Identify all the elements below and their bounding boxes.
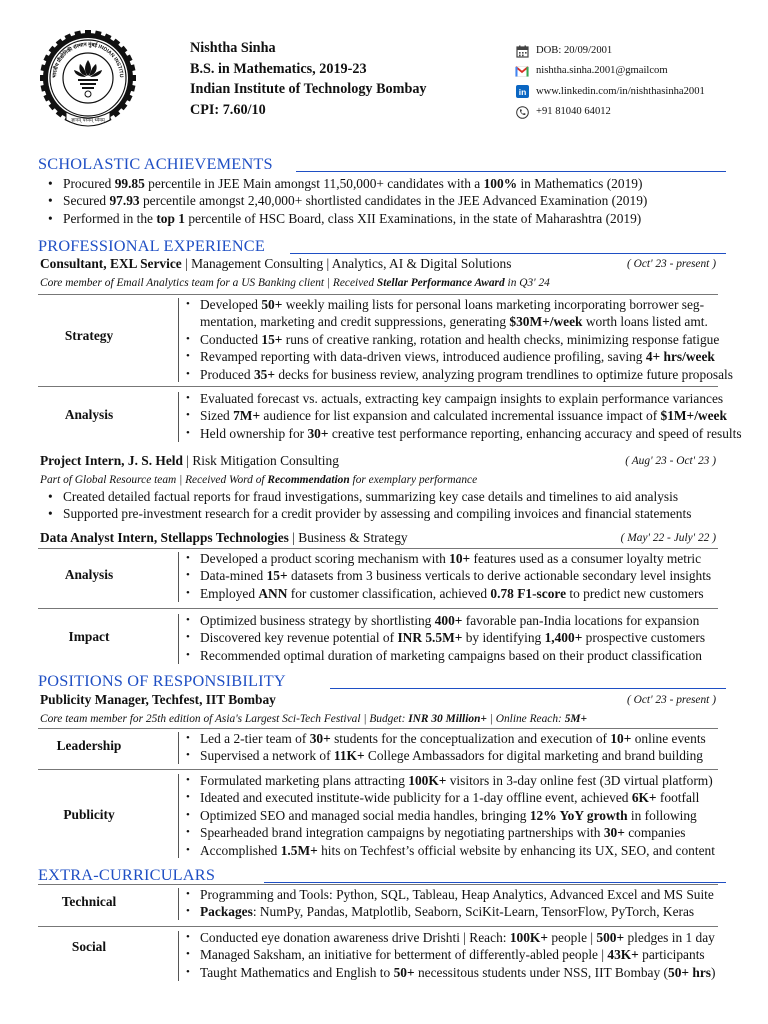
highlight-text: 50+	[393, 964, 415, 980]
text-segment: Discovered key revenue potential of	[200, 630, 398, 646]
text-segment: Formulated marketing plans attracting	[200, 773, 409, 788]
stellapps-analysis-block	[38, 550, 718, 604]
text-segment: for exemplary performance	[349, 474, 478, 486]
highlight-text: 11K+	[333, 748, 365, 764]
bullet-item	[184, 366, 733, 383]
role-exl-summary	[40, 275, 720, 291]
section-rule	[264, 882, 726, 883]
text-segment: weekly mailing lists for personal loans marketing incorporating borrower seg-	[282, 297, 705, 312]
text-segment: necessitous students under NSS, IIT Bombay (	[414, 964, 669, 980]
bullet-item	[46, 505, 724, 522]
text-segment: College Ambassadors for digital marketing and brand building	[364, 748, 703, 764]
text-segment: Supported pre-investment research for a credit provider by assessing and compiling invoices and financial statements	[63, 506, 692, 522]
section-extra	[38, 865, 726, 885]
bullet-item	[184, 313, 718, 330]
bullet-item	[184, 789, 718, 806]
gmail-icon	[515, 64, 529, 78]
text-segment: Performed in the	[63, 210, 157, 226]
bullet-item	[184, 550, 718, 567]
category-label: Publicity	[63, 807, 115, 822]
category-divider	[178, 392, 179, 442]
section-professional	[38, 236, 726, 256]
bullet-item	[46, 488, 724, 505]
role-date: ( May' 22 - July' 22 )	[620, 532, 716, 544]
text-segment: Produced	[200, 366, 254, 382]
section-title: SCHOLASTIC ACHIEVEMENTS	[38, 154, 273, 173]
extra-social-block	[38, 929, 718, 983]
highlight-text: 7M+	[233, 408, 261, 424]
bullet-item	[184, 647, 718, 664]
highlight-text: top 1	[156, 210, 185, 226]
scholastic-list	[46, 175, 724, 227]
category-label: Technical	[61, 894, 117, 909]
text-segment: Recommended optimal duration of marketing campaigns based on their product classification	[200, 647, 703, 663]
text-segment: people |	[547, 930, 597, 945]
text-segment: Spearheaded brand integration campaigns by negotiating partnerships with	[200, 825, 604, 841]
divider	[38, 769, 718, 770]
role-title: Consultant, EXL Service	[40, 256, 182, 271]
divider	[38, 294, 718, 295]
svg-text:in: in	[518, 87, 526, 98]
highlight-text: 15+	[266, 568, 288, 584]
text-segment: Data-mined	[200, 568, 267, 584]
text-segment: percentile amongst 2,40,000+ shortlisted candidates in the JEE Advanced Examination (2019)	[139, 193, 648, 209]
phone-text[interactable]: +91 81040 64012	[536, 105, 611, 117]
role-title: Project Intern, J. S. Held	[40, 453, 183, 468]
text-segment: by identifying	[462, 630, 545, 646]
contact-dob	[515, 41, 705, 61]
highlight-text: 30+	[307, 425, 329, 441]
category-label: Social	[71, 939, 107, 954]
text-segment: in Q3' 24	[504, 277, 550, 289]
role-jsheld-summary	[40, 472, 720, 488]
text-segment: Core member of Email Analytics team for a US Banking client | Received	[40, 277, 377, 289]
cpi: CPI: 7.60/10	[190, 101, 266, 118]
category-items	[184, 772, 718, 859]
highlight-text: $1M+/week	[660, 408, 727, 424]
text-segment: )	[711, 964, 716, 980]
exl-analysis-block	[38, 390, 742, 444]
divider	[38, 926, 718, 927]
highlight-text: INR 5.5M+	[397, 630, 463, 646]
text-segment: Accomplished	[200, 842, 281, 858]
jsheld-list	[46, 488, 724, 523]
text-segment: runs of creative ranking, rotation and health checks, minimizing response fatigue	[282, 331, 720, 347]
highlight-text: 500+	[596, 930, 625, 945]
text-segment: for customer classification, achieved	[287, 585, 491, 601]
highlight-text: 97.93	[109, 193, 140, 209]
text-segment: Led a 2-tier team of	[200, 731, 310, 746]
header-identity	[190, 38, 427, 120]
role-jsheld	[40, 452, 716, 470]
section-title: POSITIONS OF RESPONSIBILITY	[38, 671, 286, 690]
highlight-text: 50+	[261, 297, 283, 312]
role-exl	[40, 255, 716, 273]
iitb-logo	[40, 20, 136, 138]
text-segment: audience for list expansion and calculated incremental issuance impact of	[260, 408, 661, 424]
highlight-text: Recommendation	[267, 474, 350, 486]
highlight-text: 100K+	[408, 773, 447, 788]
text-segment: Programming and Tools: Python, SQL, Tableau, Heap Analytics, Advanced Excel and MS Suite	[200, 887, 714, 902]
highlight-text: 12% YoY growth	[529, 807, 628, 823]
techfest-publicity-block	[38, 772, 718, 860]
category-items	[184, 886, 718, 921]
text-segment: in Mathematics (2019)	[517, 176, 643, 191]
text-segment: datasets from 3 business verticals to derive actionable secondary level insights	[287, 568, 712, 584]
text-segment: percentile in JEE Main amongst 11,50,000+ candidates with a	[144, 176, 484, 191]
highlight-text: Stellar Performance Award	[376, 277, 505, 289]
section-scholastic	[38, 154, 726, 174]
category-items	[184, 390, 742, 442]
highlight-text: 0.78 F1-score	[490, 585, 567, 601]
logo-motto: ज्ञानम् परमम् ध्येयम्	[71, 118, 105, 124]
category-label: Strategy	[64, 328, 114, 343]
category-items	[184, 730, 718, 765]
divider	[38, 728, 718, 729]
text-segment: Ideated and executed institute-wide publicity for a 1-day offline event, achieved	[200, 790, 632, 806]
highlight-text: INR 30 Million+	[408, 713, 487, 725]
text-segment: Employed	[200, 585, 259, 601]
role-domain: | Risk Mitigation Consulting	[182, 453, 339, 468]
bullet-item	[184, 331, 718, 348]
role-domain: | Business & Strategy	[288, 530, 408, 545]
highlight-text: 6K+	[631, 790, 657, 806]
highlight-text: 50+ hrs	[668, 964, 711, 980]
bullet-item	[184, 824, 718, 841]
category-divider	[178, 888, 179, 920]
category-items	[184, 612, 718, 664]
text-segment: hits on Techfest’s official website by enhancing its UX, SEO, and content	[317, 842, 715, 858]
divider	[38, 608, 718, 609]
category-divider	[178, 552, 179, 602]
bullet-item	[184, 903, 718, 920]
text-segment: visitors in 3-day online fest (3D virtual platform)	[446, 773, 713, 788]
role-techfest-summary	[40, 711, 720, 727]
text-segment: prospective customers	[582, 630, 706, 646]
iitb-seal-icon	[40, 20, 136, 138]
section-title: EXTRA-CURRICULARS	[38, 865, 216, 884]
contact-linkedin[interactable]	[515, 82, 705, 102]
bullet-item	[184, 585, 718, 602]
text-segment: in following	[627, 807, 697, 823]
text-segment: Procured	[63, 176, 115, 191]
category-divider	[178, 614, 179, 664]
category-divider	[178, 298, 179, 382]
text-segment: worth loans listed amt.	[582, 314, 708, 330]
category-items	[184, 929, 718, 981]
bullet-item	[46, 175, 724, 192]
text-segment: Held ownership for	[200, 425, 308, 441]
bullet-item	[184, 946, 718, 963]
role-date: ( Aug' 23 - Oct' 23 )	[625, 455, 716, 467]
bullet-item	[184, 390, 724, 407]
text-segment: Supervised a network of	[200, 748, 334, 764]
section-por	[38, 671, 726, 691]
text-segment: Developed	[200, 297, 262, 312]
highlight-text: 30+	[603, 825, 625, 841]
bullet-item	[184, 629, 718, 646]
text-segment: Conducted eye donation awareness drive Drishti | Reach:	[200, 930, 510, 945]
role-title: Data Analyst Intern, Stellapps Technologies	[40, 530, 289, 545]
text-segment: footfall	[656, 790, 700, 806]
text-segment: | Online Reach:	[486, 713, 565, 725]
text-segment: creative test performance reporting, enhancing accuracy and speed of results	[328, 425, 742, 441]
text-segment: Developed a product scoring mechanism with	[200, 551, 450, 566]
contact-email[interactable]	[515, 61, 705, 81]
text-segment: Revamped reporting with data-driven views, introduced audience profiling, saving	[200, 349, 646, 365]
text-segment: Optimized SEO and managed social media handles, bringing	[200, 807, 530, 823]
highlight-text: 400+	[434, 613, 463, 628]
highlight-text: 15+	[261, 331, 283, 347]
category-divider	[178, 774, 179, 858]
text-segment: features used as a consumer loyalty metric	[470, 551, 702, 566]
bullet-item	[46, 210, 724, 227]
phone-icon	[515, 105, 529, 119]
bullet-item	[184, 348, 718, 365]
highlight-text: ANN	[258, 585, 288, 601]
linkedin-icon	[515, 85, 529, 99]
text-segment: percentile of HSC Board, class XII Examinations, in the state of Maharashtra (2019)	[185, 210, 642, 226]
text-segment: Conducted	[200, 331, 262, 347]
text-segment: students for the conceptualization and execution of	[330, 731, 611, 746]
role-date: ( Oct' 23 - present )	[626, 694, 716, 706]
contact-phone[interactable]	[515, 102, 705, 122]
text-segment: Created detailed factual reports for fraud investigations, summarizing key case details and timelines to aid analysis	[63, 489, 679, 504]
category-divider	[178, 732, 179, 764]
bullet-item	[184, 929, 718, 946]
highlight-text: 5M+	[564, 713, 588, 725]
bullet-item	[184, 886, 718, 903]
bullet-item	[184, 407, 727, 424]
institute: Indian Institute of Technology Bombay	[190, 81, 427, 97]
bullet-item	[184, 296, 718, 313]
highlight-text: 100%	[483, 176, 518, 191]
contact-info	[515, 41, 705, 122]
role-title: Publicity Manager, Techfest, IIT Bombay	[40, 692, 276, 707]
bullet-item	[184, 772, 718, 789]
logo-text-top: भारतीय प्रौद्योगिकी संस्थान मुंबई INDIAN INSTITU	[51, 41, 125, 79]
highlight-text: 99.85	[114, 176, 145, 191]
techfest-leadership-block	[38, 730, 718, 766]
category-items	[184, 550, 718, 602]
text-segment: Managed Saksham, an initiative for betterment of differently-abled people |	[200, 947, 608, 963]
category-label: Analysis	[64, 567, 114, 582]
email-text[interactable]: nishtha.sinha.2001@gmailcom	[536, 65, 668, 77]
role-stellapps	[40, 529, 716, 547]
text-segment: Evaluated forecast vs. actuals, extracting key campaign insights to explain performance variances	[200, 391, 724, 406]
section-rule	[330, 688, 726, 689]
text-segment: pledges in 1 day	[624, 930, 715, 945]
category-items	[184, 296, 733, 383]
role-domain: | Management Consulting | Analytics, AI & Digital Solutions	[181, 256, 512, 271]
text-segment: companies	[624, 825, 686, 841]
text-segment: Part of Global Resource team | Received Word of	[40, 474, 268, 486]
highlight-text: 1,400+	[544, 630, 583, 646]
text-segment: Sized	[200, 408, 234, 424]
bullet-item	[184, 612, 718, 629]
degree: B.S. in Mathematics, 2019-23	[190, 60, 367, 77]
category-label: Analysis	[64, 407, 114, 422]
text-segment: Taught Mathematics and English to	[200, 964, 394, 980]
bullet-item	[184, 842, 718, 859]
highlight-text: 10+	[610, 731, 632, 746]
bullet-item	[184, 747, 718, 764]
highlight-text: 10+	[449, 551, 471, 566]
text-segment: mentation, marketing and credit suppressions, generating	[200, 314, 510, 330]
role-date: ( Oct' 23 - present )	[626, 258, 716, 270]
candidate-name: Nishtha Sinha	[190, 40, 276, 56]
highlight-text: 4+ hrs/week	[645, 349, 715, 365]
section-rule	[290, 253, 726, 254]
section-rule	[296, 171, 726, 172]
highlight-text: 35+	[253, 366, 275, 382]
dob-text: DOB: 20/09/2001	[536, 45, 613, 56]
highlight-text: 1.5M+	[280, 842, 318, 858]
text-segment: Secured	[63, 193, 110, 209]
highlight-text: 100K+	[509, 930, 548, 945]
bullet-item	[184, 807, 718, 824]
section-title: PROFESSIONAL EXPERIENCE	[38, 236, 265, 255]
divider	[38, 386, 718, 387]
exl-strategy-block	[38, 296, 733, 384]
text-segment: to predict new customers	[566, 585, 704, 601]
bullet-item	[184, 964, 718, 981]
text-segment: favorable pan-India locations for expansion	[462, 613, 700, 628]
highlight-text: $30M+/week	[509, 314, 583, 330]
highlight-text: 43K+	[607, 947, 639, 963]
text-segment: : NumPy, Pandas, Matplotlib, Seaborn, SciKit-Learn, TensorFlow, PyTorch, Keras	[252, 904, 695, 920]
linkedin-text[interactable]: www.linkedin.com/in/nishthasinha2001	[536, 85, 705, 97]
category-label: Impact	[68, 629, 110, 644]
text-segment: Optimized business strategy by shortlisting	[200, 613, 435, 628]
bullet-item	[184, 730, 718, 747]
divider	[38, 884, 718, 885]
bullet-item	[184, 567, 718, 584]
stellapps-impact-block	[38, 612, 718, 666]
category-label: Leadership	[56, 738, 122, 753]
highlight-text: 30+	[309, 731, 331, 746]
bullet-item	[184, 425, 742, 442]
extra-technical-block	[38, 886, 718, 922]
calendar-icon	[515, 44, 529, 58]
divider	[38, 548, 718, 549]
text-segment: online events	[631, 731, 706, 746]
highlight-text: Packages	[200, 904, 253, 920]
role-techfest	[40, 691, 716, 709]
category-divider	[178, 931, 179, 981]
text-segment: decks for business review, analyzing program trendlines to optimize future proposals	[274, 366, 733, 382]
bullet-item	[46, 192, 724, 209]
text-segment: Core team member for 25th edition of Asia's Largest Sci-Tech Festival | Budget:	[40, 713, 409, 725]
text-segment: participants	[638, 947, 705, 963]
